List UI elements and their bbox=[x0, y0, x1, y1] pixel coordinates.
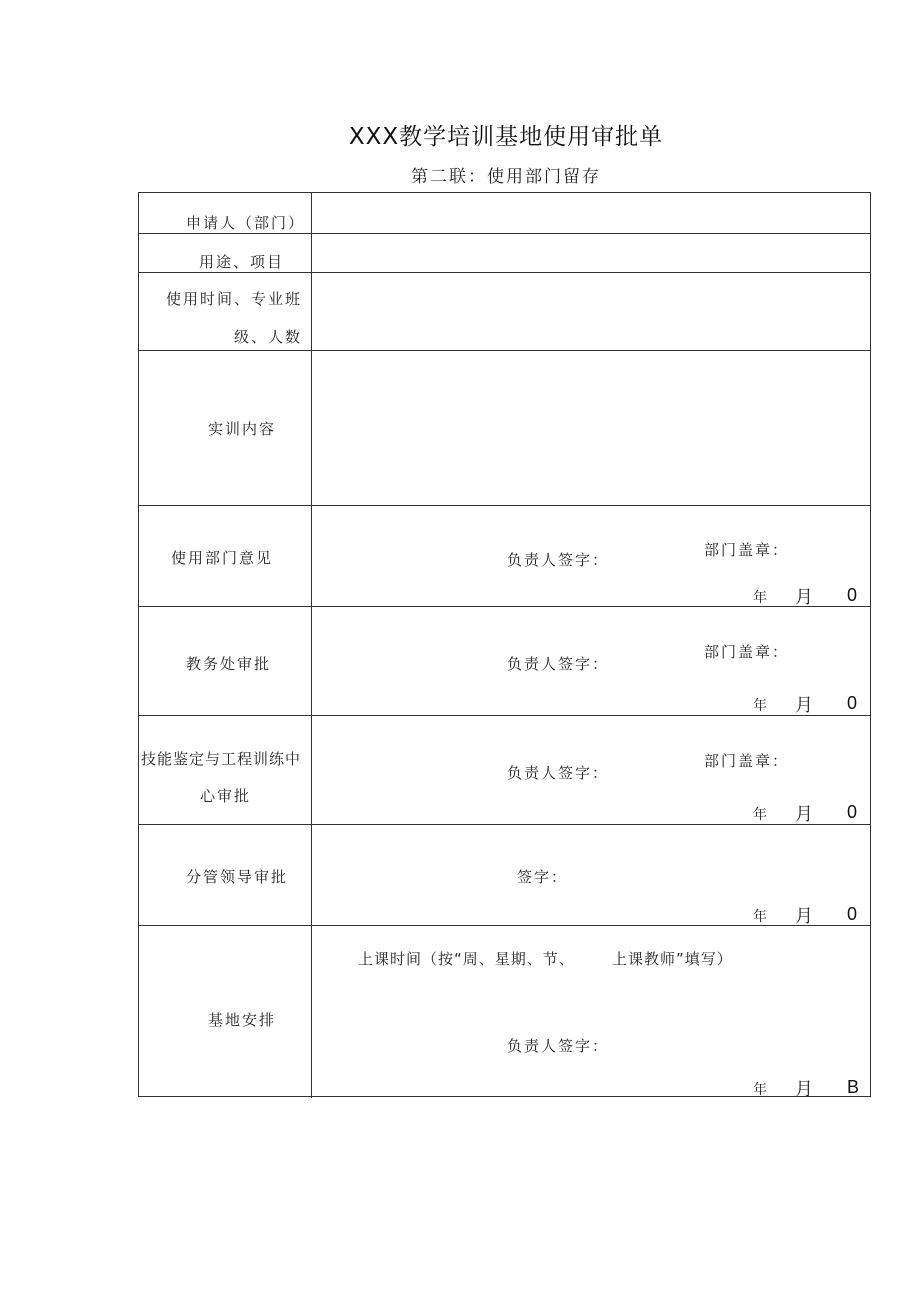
dept-opinion-label: 使用部门意见 bbox=[171, 549, 274, 567]
skills-center-label-line2: 心审批 bbox=[200, 787, 252, 805]
applicant-label: 申请人（部门） bbox=[186, 214, 306, 232]
base-note-part2: 上课教师”填写） bbox=[612, 950, 733, 968]
label-cell bbox=[139, 351, 312, 505]
seal-label: 部门盖章： bbox=[704, 541, 790, 559]
base-field[interactable] bbox=[312, 926, 870, 1098]
form-title: XXX教学培训基地使用审批单 bbox=[348, 124, 664, 150]
year-label: 年 bbox=[753, 807, 767, 823]
month-label: 月 bbox=[795, 906, 813, 927]
skills-center-label-line1: 技能鉴定与工程训练中 bbox=[141, 750, 302, 768]
academic-label: 教务处审批 bbox=[186, 655, 272, 673]
signer-label: 负责人签字： bbox=[507, 551, 610, 569]
seal-label: 部门盖章： bbox=[704, 752, 790, 770]
time-class-field[interactable] bbox=[312, 273, 870, 350]
row-time-class bbox=[139, 273, 870, 351]
label-cell bbox=[139, 506, 312, 606]
approval-form-table bbox=[138, 192, 871, 1100]
purpose-field[interactable] bbox=[312, 234, 870, 272]
dept-opinion-field[interactable] bbox=[312, 506, 870, 606]
signer-label: 负责人签字： bbox=[507, 655, 610, 673]
row-leader bbox=[139, 825, 870, 926]
purpose-label: 用途、项目 bbox=[199, 253, 285, 271]
leader-label: 分管领导审批 bbox=[186, 868, 289, 886]
year-label: 年 bbox=[753, 1082, 767, 1098]
month-label: 月 bbox=[795, 804, 813, 825]
content-label: 实训内容 bbox=[208, 420, 277, 438]
row-content bbox=[139, 351, 870, 506]
content-field[interactable] bbox=[312, 351, 870, 505]
time-class-label-line1: 使用时间、专业班 bbox=[166, 290, 303, 308]
day-value: B bbox=[847, 1077, 860, 1097]
academic-field[interactable] bbox=[312, 607, 870, 715]
row-skills-center bbox=[139, 716, 870, 825]
signer-label: 负责人签字： bbox=[507, 764, 610, 782]
label-cell bbox=[139, 193, 312, 233]
label-cell bbox=[139, 825, 312, 925]
month-label: 月 bbox=[795, 695, 813, 716]
year-label: 年 bbox=[753, 698, 767, 714]
skills-center-field[interactable] bbox=[312, 716, 870, 824]
row-base bbox=[139, 926, 870, 1098]
base-note-part1: 上课时间（按“周、星期、节、 bbox=[358, 950, 575, 968]
time-class-label-line2: 级、人数 bbox=[234, 328, 303, 346]
day-value: 0 bbox=[847, 585, 858, 605]
month-label: 月 bbox=[795, 1079, 813, 1100]
leader-field[interactable] bbox=[312, 825, 870, 925]
day-value: 0 bbox=[847, 802, 858, 822]
form-subtitle: 第二联：使用部门留存 bbox=[411, 167, 601, 187]
label-cell bbox=[139, 926, 312, 1098]
seal-label: 部门盖章： bbox=[704, 643, 790, 661]
row-dept-opinion bbox=[139, 506, 870, 607]
label-cell bbox=[139, 716, 312, 824]
label-cell bbox=[139, 607, 312, 715]
base-label: 基地安排 bbox=[208, 1011, 277, 1029]
label-cell bbox=[139, 234, 312, 272]
year-label: 年 bbox=[753, 909, 767, 925]
label-cell bbox=[139, 273, 312, 350]
signer-label: 签字： bbox=[517, 868, 569, 886]
day-value: 0 bbox=[847, 904, 858, 924]
day-value: 0 bbox=[847, 693, 858, 713]
row-purpose bbox=[139, 234, 870, 273]
month-label: 月 bbox=[795, 587, 813, 608]
applicant-field[interactable] bbox=[312, 193, 870, 233]
year-label: 年 bbox=[753, 590, 767, 606]
signer-label: 负责人签字： bbox=[507, 1037, 610, 1055]
row-academic bbox=[139, 607, 870, 716]
row-applicant bbox=[139, 193, 870, 234]
